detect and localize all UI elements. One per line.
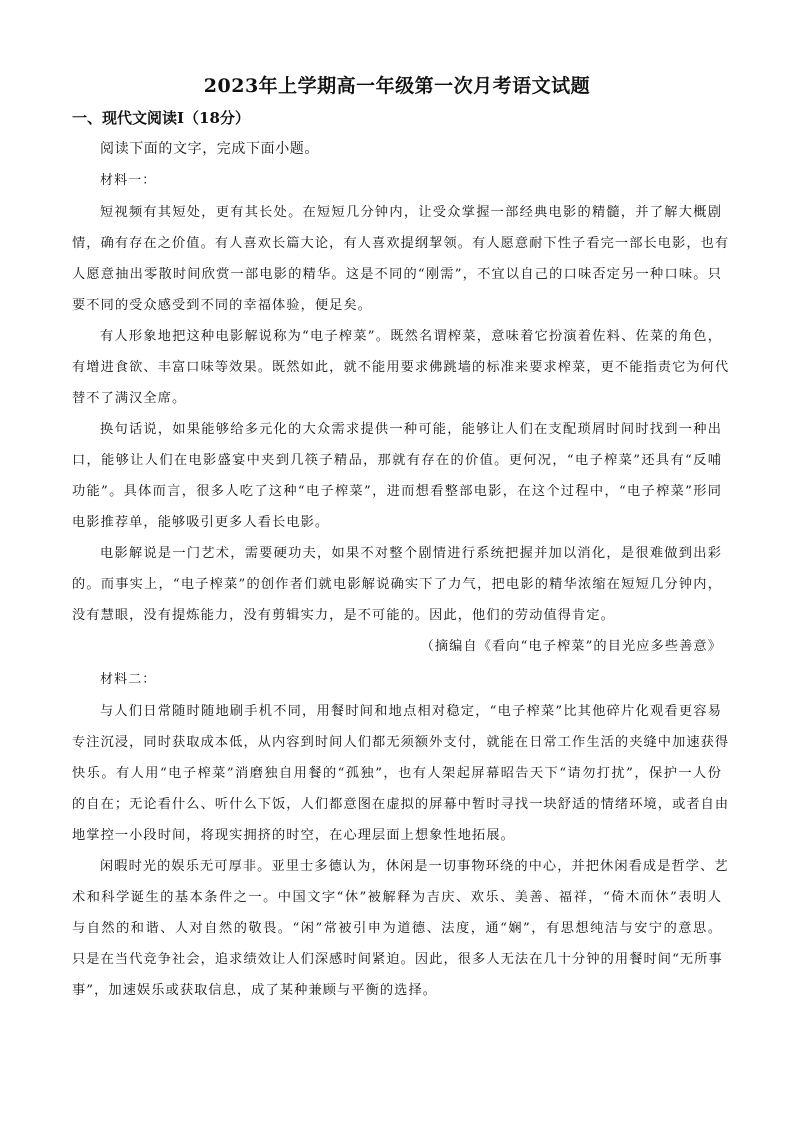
material2-line: 与人们日常随时随地刷手机不同，用餐时间和地点相对稳定，“电子榨菜”比其他碎片化观看更容易 <box>100 704 722 719</box>
material2-line: 地掌控一小段时间，将现实拥挤的时空，在心理层面上想象性地拓展。 <box>72 828 515 843</box>
material2-line: 闲暇时光的娱乐无可厚非。亚里士多德认为，休闲是一切事物环绕的中心，并把休闲看成是哲学、艺 <box>100 859 729 874</box>
material1-line: 的。而事实上，“电子榨菜”的创作者们就电影解说确实下了力气，把电影的精华浓缩在短短几分钟内， <box>72 577 722 592</box>
material1-line: 人愿意抽出零散时间欣赏一部电影的精华。这是不同的“刚需”，不宜以自己的口味否定另一种口味。只 <box>72 267 722 282</box>
material1-line: 短视频有其短处，更有其长处。在短短几分钟内，让受众掌握一部经典电影的精髓，并了解大概剧 <box>100 205 722 220</box>
material1-line: 口，能够让人们在电影盛宴中夹到几筷子精品，那就有存在的价值。更何况，“电子榨菜”还具有“反哺 <box>72 453 722 468</box>
material2-line: 术和科学诞生的基本条件之一。中国文字“休”被解释为吉庆、欢乐、美善、福祥，“倚木而休”表明人 <box>72 890 722 905</box>
material2-line: 只是在当代竞争社会，追求绩效让人们深感时间紧迫。因此，很多人无法在几十分钟的用餐时间“无所事 <box>72 952 723 967</box>
section-heading: 一、现代文阅读Ⅰ（18分） <box>72 109 250 127</box>
material2-line: 快乐。有人用“电子榨菜”消磨独自用餐的“孤独”，也有人架起屏幕昭告天下“请勿打扰”，保护一人份 <box>72 766 722 781</box>
material2-line: 事”，加速娱乐或获取信息，成了某种兼顾与平衡的选择。 <box>72 983 438 998</box>
material1-line: 功能”。具体而言，很多人吃了这种“电子榨菜”，进而想看整部电影，在这个过程中，“电子榨菜”形同 <box>72 484 722 499</box>
material2-line: 专注沉浸，同时获取成本低，从内容到时间人们都无须额外支付，就能在日常工作生活的夹缝中加速获得 <box>72 735 730 750</box>
exam-title: 2023年上学期高一年级第一次月考语文试题 <box>203 75 591 97</box>
material2-label: 材料二： <box>100 672 157 687</box>
material1-line: 换句话说，如果能够给多元化的大众需求提供一种可能，能够让人们在支配琐屑时间时找到一种出 <box>100 422 722 437</box>
material1-line: 要不同的受众感受到不同的幸福体验，便足矣。 <box>72 298 373 313</box>
material2-line: 的自在；无论看什么、听什么下饭，人们都意图在虚拟的屏幕中暂时寻找一块舒适的情绪环境，或者自由 <box>72 797 730 812</box>
material1-line: 有增进食欲、丰富口味等效果。既然如此，就不能用要求佛跳墙的标准来要求榨菜，更不能指责它为何代 <box>72 360 730 375</box>
material1-line: 有人形象地把这种电影解说称为“电子榨菜”。既然名谓榨菜，意味着它扮演着佐料、佐菜的角色， <box>100 329 722 344</box>
instruction-text: 阅读下面的文字，完成下面小题。 <box>100 141 319 157</box>
material1-source: （摘编自《看向“电子榨菜”的目光应多些善意》 <box>420 639 722 654</box>
material1-label: 材料一： <box>100 173 157 188</box>
material2-line: 与自然的和谐、人对自然的敬畏。“闲”常被引申为道德、法度，通“娴”，有思想纯洁与安宁的意思。 <box>72 921 722 936</box>
material1-line: 没有慧眼，没有提炼能力，没有剪辑实力，是不可能的。因此，他们的劳动值得肯定。 <box>72 608 615 623</box>
material1-line: 替不了满汉全席。 <box>72 391 187 406</box>
material1-line: 情，确有存在之价值。有人喜欢长篇大论，有人喜欢提纲挈领。有人愿意耐下性子看完一部长电影，也有 <box>72 236 730 251</box>
material1-line: 电影解说是一门艺术，需要硬功夫，如果不对整个剧情进行系统把握并加以消化，是很难做到出彩 <box>100 546 722 561</box>
material1-line: 电影推荐单，能够吸引更多人看长电影。 <box>72 515 330 530</box>
